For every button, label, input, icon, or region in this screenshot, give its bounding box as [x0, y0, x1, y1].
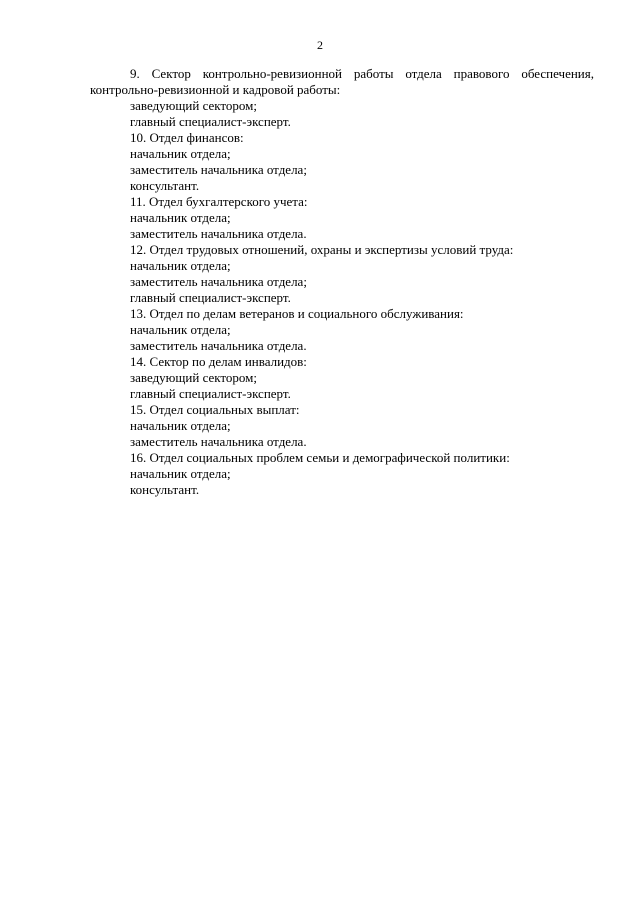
list-item: начальник отдела;: [130, 322, 231, 337]
list-item: главный специалист-эксперт.: [130, 386, 291, 401]
section-9-heading: 9. Сектор контрольно-ревизионной работы отдела правового обеспечения, контрольно-ревизионной и кадровой работы:: [90, 66, 594, 97]
page-number: 2: [317, 38, 323, 52]
list-item: главный специалист-эксперт.: [130, 290, 291, 305]
list-item: консультант.: [130, 178, 200, 193]
section-10-heading: 10. Отдел финансов:: [130, 130, 244, 145]
section-13-heading: 13. Отдел по делам ветеранов и социального обслуживания:: [130, 306, 464, 321]
list-item: начальник отдела;: [130, 466, 231, 481]
list-item: заместитель начальника отдела;: [130, 162, 307, 177]
list-item: начальник отдела;: [130, 210, 231, 225]
list-item: начальник отдела;: [130, 146, 231, 161]
section-11-heading: 11. Отдел бухгалтерского учета:: [130, 194, 308, 209]
list-item: начальник отдела;: [130, 418, 231, 433]
list-item: заведующий сектором;: [130, 370, 258, 385]
section-15-heading: 15. Отдел социальных выплат:: [130, 402, 300, 417]
section-14-heading: 14. Сектор по делам инвалидов:: [130, 354, 307, 369]
section-12-heading: 12. Отдел трудовых отношений, охраны и экспертизы условий труда:: [130, 242, 514, 257]
document-body: [90, 66, 594, 498]
list-item: заместитель начальника отдела.: [130, 434, 307, 449]
list-item: заместитель начальника отдела;: [130, 274, 307, 289]
list-item: заместитель начальника отдела.: [130, 338, 307, 353]
list-item: заместитель начальника отдела.: [130, 226, 307, 241]
list-item: главный специалист-эксперт.: [130, 114, 291, 129]
list-item: начальник отдела;: [130, 258, 231, 273]
list-item: консультант.: [130, 482, 200, 497]
section-16-heading: 16. Отдел социальных проблем семьи и демографической политики:: [130, 450, 510, 465]
list-item: заведующий сектором;: [130, 98, 258, 113]
